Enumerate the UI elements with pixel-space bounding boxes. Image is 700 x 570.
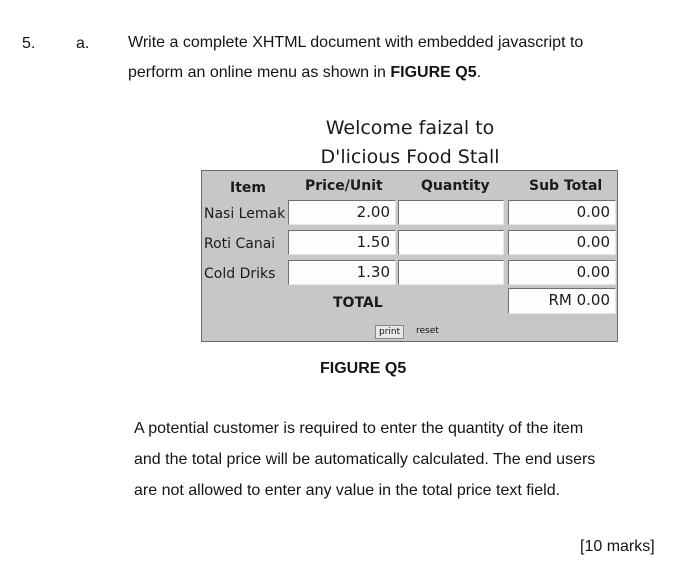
- item-name-roti-canai: Roti Canai: [204, 236, 276, 252]
- header-quantity: Quantity: [421, 178, 490, 194]
- total-label: TOTAL: [333, 295, 383, 311]
- welcome-heading-line-2: D'licious Food Stall: [320, 146, 500, 168]
- description-line-1: A potential customer is required to enter the quantity of the item: [134, 420, 584, 437]
- question-text-line-2: [128, 63, 481, 83]
- header-item: Item: [230, 180, 266, 196]
- subtotal-field-nasi-lemak: 0.00: [508, 200, 616, 225]
- menu-form-panel: [201, 170, 618, 342]
- welcome-heading-line-1: Welcome faizal to: [325, 117, 495, 139]
- question-number: 5.: [22, 35, 36, 52]
- quantity-input-roti-canai[interactable]: [398, 230, 504, 255]
- item-name-nasi-lemak: Nasi Lemak: [204, 206, 286, 222]
- description-line-2: and the total price will be automatically calculated. The end users: [134, 451, 596, 468]
- question-text-line-2-start: perform an online menu as shown in: [128, 64, 391, 81]
- price-field-nasi-lemak: 2.00: [288, 200, 396, 225]
- print-button[interactable]: print: [375, 325, 404, 339]
- quantity-input-cold-driks[interactable]: [398, 260, 504, 285]
- figure-reference: FIGURE Q5: [390, 64, 477, 81]
- question-text-line-1: Write a complete XHTML document with embedded javascript to: [128, 34, 584, 51]
- price-field-cold-driks: 1.30: [288, 260, 396, 285]
- reset-button[interactable]: reset: [416, 326, 439, 336]
- subtotal-field-roti-canai: 0.00: [508, 230, 616, 255]
- description-line-3: are not allowed to enter any value in the total price text field.: [134, 482, 561, 499]
- figure-caption: FIGURE Q5: [320, 360, 407, 377]
- total-price-field: RM 0.00: [508, 288, 616, 314]
- header-price: Price/Unit: [305, 178, 383, 194]
- marks-label: [10 marks]: [580, 538, 655, 555]
- price-field-roti-canai: 1.50: [288, 230, 396, 255]
- question-text-line-2-end: .: [476, 64, 482, 81]
- subtotal-field-cold-driks: 0.00: [508, 260, 616, 285]
- quantity-input-nasi-lemak[interactable]: [398, 200, 504, 225]
- header-subtotal: Sub Total: [529, 178, 603, 194]
- item-name-cold-driks: Cold Driks: [204, 266, 276, 282]
- question-part: a.: [76, 35, 90, 52]
